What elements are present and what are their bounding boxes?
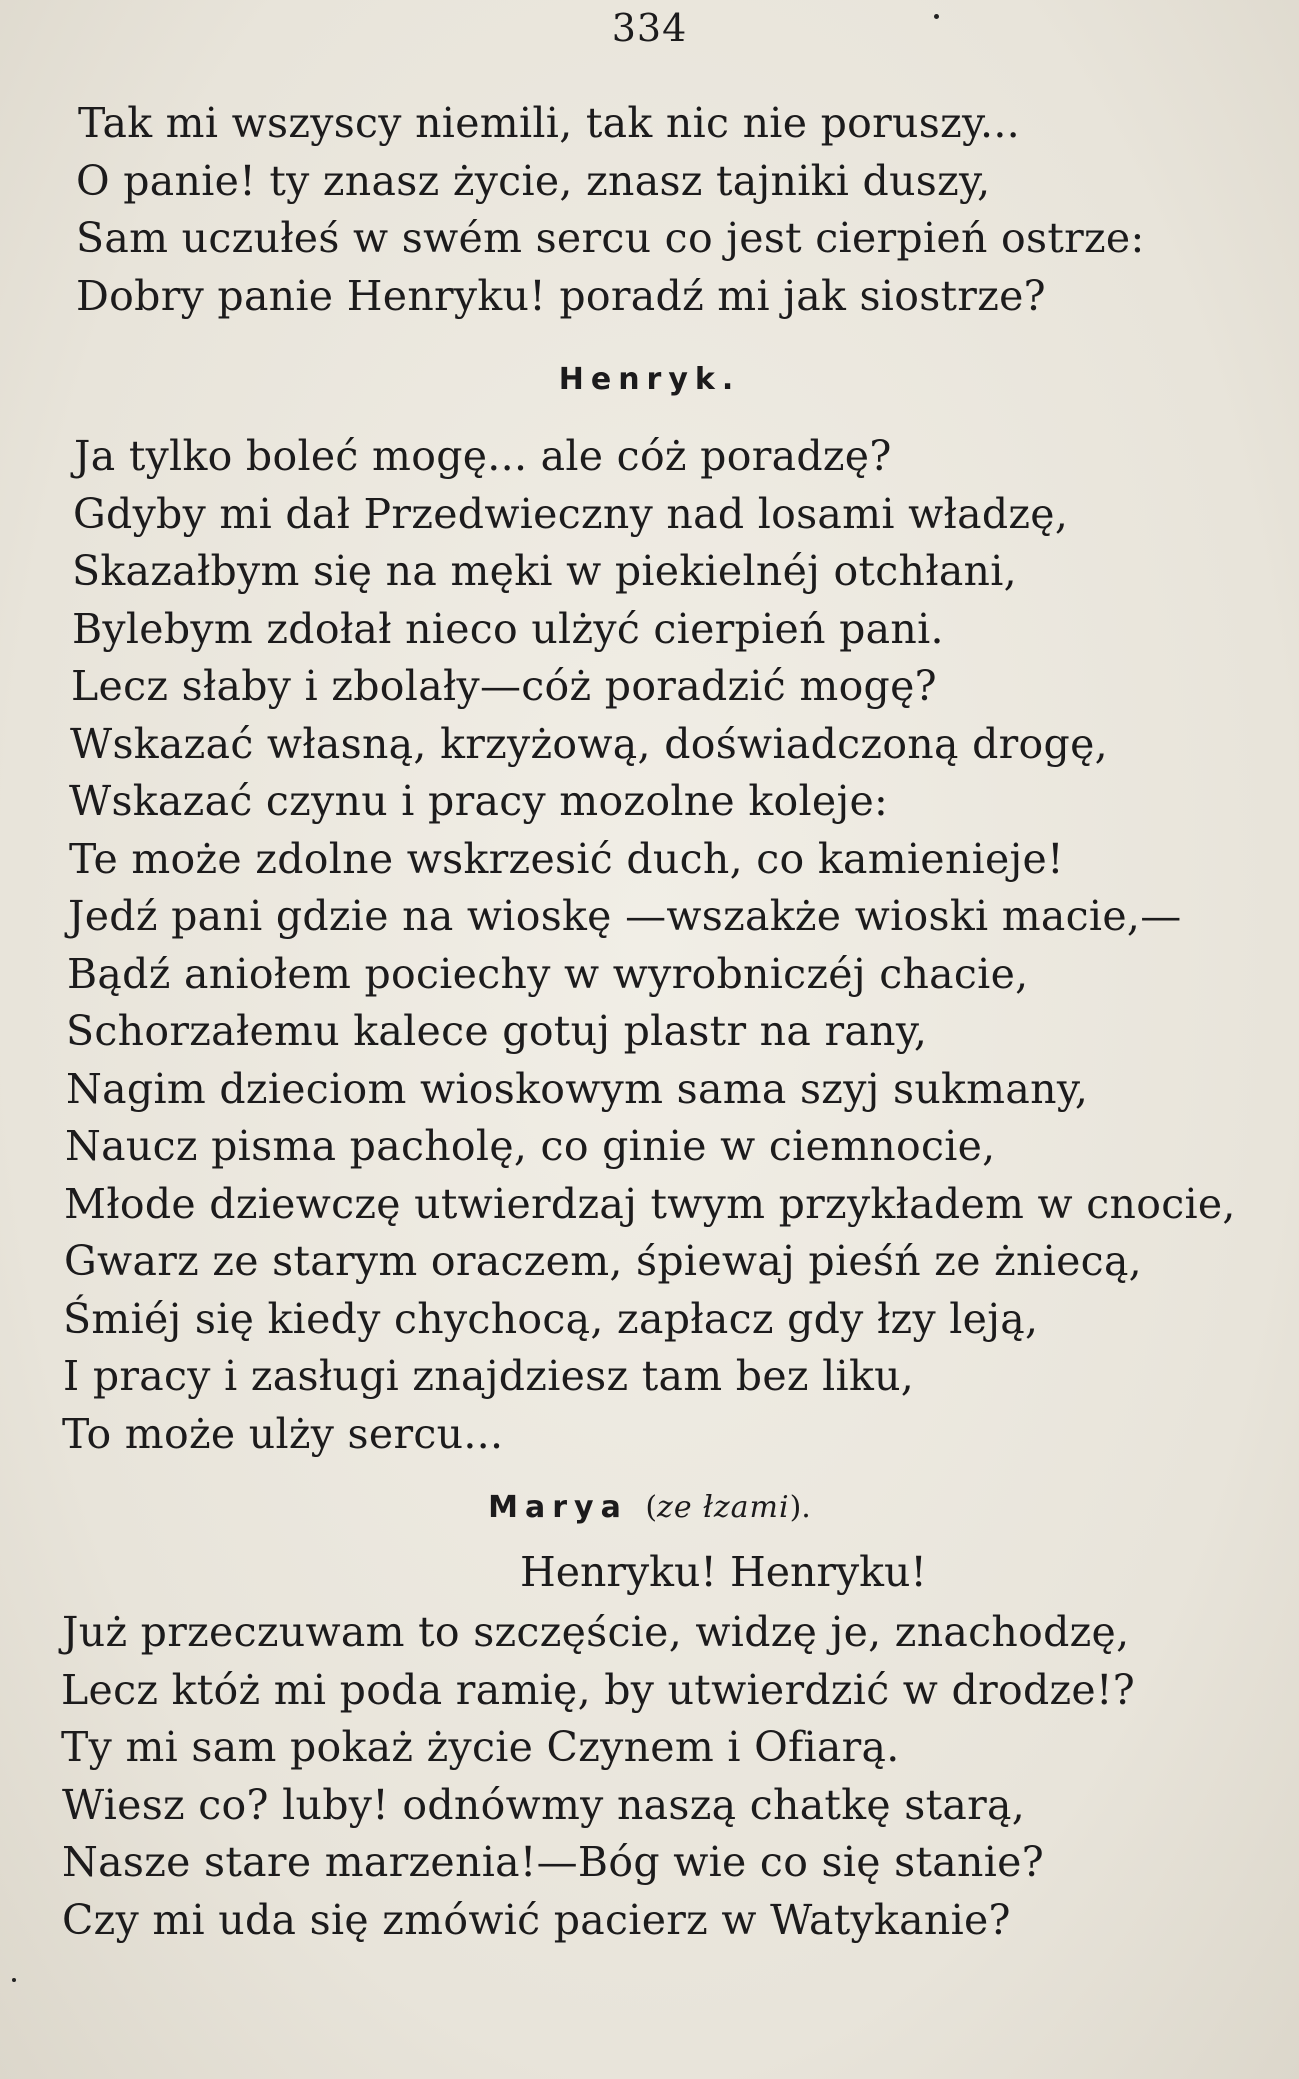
verse-line: Gdyby mi dał Przedwieczny nad losami władzę, — [73, 489, 1069, 538]
stage-direction-open: ( — [645, 1490, 658, 1525]
verse-line: To może ulży sercu... — [62, 1409, 504, 1458]
verse-line: Jedź pani gdzie na wioskę —wszakże wioski macie,— — [68, 892, 1182, 940]
verse-line: Gwarz ze starym oraczem, śpiewaj pieśń ze żniecą, — [64, 1237, 1143, 1285]
verse-line: Lecz któż mi poda ramię, by utwierdzić w drodze!? — [61, 1665, 1136, 1714]
verse-line: Nagim dzieciom wioskowym sama szyj sukmany, — [66, 1064, 1089, 1113]
ink-speck — [12, 1978, 16, 1982]
stanza-2 — [0, 428, 1299, 1463]
verse-line: Ty mi sam pokaż życie Czynem i Ofiarą. — [61, 1723, 900, 1771]
verse-line: Tak mi wszyscy niemili, tak nic nie poruszy... — [78, 99, 1020, 147]
verse-line: Młode dziewczę utwierdzaj twym przykładem w cnocie, — [64, 1179, 1236, 1228]
verse-line: Bądź aniołem pociechy w wyrobniczéj chacie, — [67, 949, 1029, 998]
verse-line: Wiesz co? luby! odnówmy naszą chatkę starą, — [62, 1780, 1026, 1829]
verse-line: O panie! ty znasz życie, znasz tajniki duszy, — [76, 156, 991, 205]
speaker-henryk: Henryk. — [558, 362, 741, 397]
verse-line: Wskazać własną, krzyżową, doświadczoną drogę, — [70, 719, 1108, 768]
verse-line: Już przeczuwam to szczęście, widzę je, znachodzę, — [62, 1608, 1130, 1656]
stage-direction: ze łzami — [657, 1490, 790, 1525]
stanza-1 — [0, 95, 1299, 325]
verse-line: Naucz pisma pacholę, co ginie w ciemnocie, — [65, 1122, 996, 1170]
verse-line: Schorzałemu kalece gotuj plastr na rany, — [66, 1007, 928, 1055]
verse-line: Lecz słaby i zbolały—cóż poradzić mogę? — [71, 662, 937, 710]
verse-line: Ja tylko boleć mogę... ale cóż poradzę? — [74, 432, 892, 480]
verse-line: Sam uczułeś w swém sercu co jest cierpień ostrze: — [76, 214, 1145, 262]
verse-line: Śmiéj się kiedy chychocą, zapłacz gdy łzy leją, — [63, 1294, 1039, 1343]
verse-line: Wskazać czynu i pracy mozolne koleje: — [69, 777, 889, 825]
verse-line: Nasze stare marzenia!—Bóg wie co się stanie? — [62, 1838, 1044, 1886]
stanza-3 — [0, 1604, 1299, 1949]
verse-line: I pracy i zasługi znajdziesz tam bez liku, — [63, 1352, 915, 1400]
verse-line: Bylebym zdołał nieco ulżyć cierpień pani. — [72, 604, 944, 653]
verse-line: Czy mi uda się zmówić pacierz w Watykanie? — [62, 1895, 1011, 1944]
stage-direction-close: ). — [789, 1490, 811, 1525]
speaker-marya-name: Marya — [488, 1490, 628, 1525]
ink-speck — [934, 14, 939, 19]
verse-line: Dobry panie Henryku! poradź mi jak siostrze? — [76, 271, 1046, 320]
verse-line: Skazałbym się na męki w piekielnéj otchłani, — [72, 547, 1018, 595]
verse-half-line: Henryku! Henryku! — [520, 1548, 927, 1596]
speaker-marya — [0, 1490, 1299, 1525]
page-number: 334 — [611, 6, 688, 50]
verse-line: Te może zdolne wskrzesić duch, co kamienieje! — [69, 834, 1064, 883]
